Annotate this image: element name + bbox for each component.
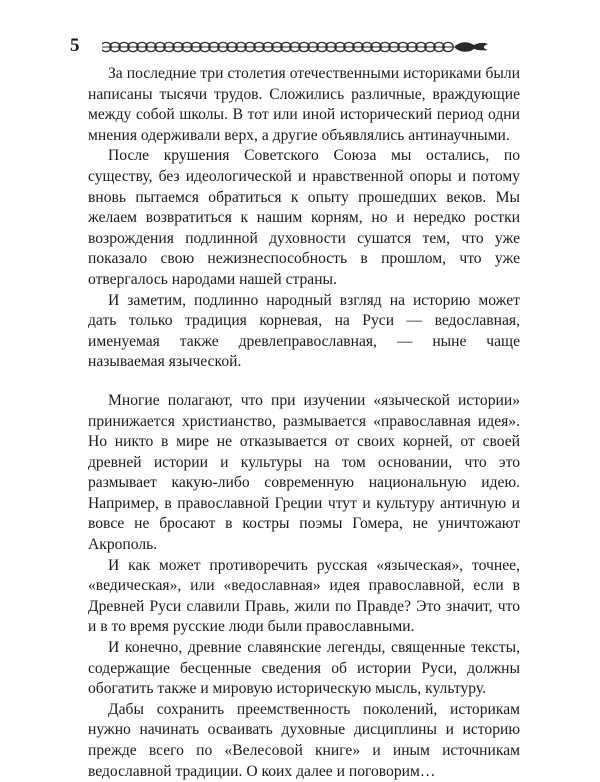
decorative-border-ornament <box>102 39 490 55</box>
page-header <box>70 32 490 62</box>
paragraph: Дабы сохранить преемственность поколений, историкам нужно начинать осваивать духовные дисциплины и историю прежде всего по «Велесовой книге» и иным источникам ведославной традиции. О коих далее и поговорим… <box>88 700 520 780</box>
paragraph: И как может противоречить русская «языческая», точнее, «ведическая», или «ведославная» идея православной, если в Древней Руси славили Правь, жили по Правде? Это значит, что и в то время русские люди были православными. <box>88 556 520 636</box>
page-number: 5 <box>70 35 80 56</box>
paragraph: И заметим, подлинно народный взгляд на историю может дать только традиция корневая, на Руси — ведославная, именуемая также древлеправославная, — ныне чаще называемая языческой. <box>88 291 520 371</box>
text-section-1 <box>88 64 520 373</box>
ornament-end-flourish <box>454 42 488 52</box>
page-body <box>88 64 520 782</box>
text-section-2 <box>88 391 520 782</box>
paragraph: Многие полагают, что при изучении «языческой истории» принижается христианство, размывается «православная идея». Но никто в мире не отказывается от своих корней, от своей древней истории и культуры на том основании, что это размывает какую-либо современную национальную идею. Например, в православной Греции чтут и культуру античную и вовсе не бросают в костры поэмы Гомера, не уничтожают Акрополь. <box>88 391 520 554</box>
section-break <box>88 373 520 391</box>
paragraph: За последние три столетия отечественными историками были написаны тысячи трудов. Сложились различные, враждующие между собой школы. В тот или иной исторический период одни мнения одерживали верх, а другие объявлялись антинаучными. <box>88 65 520 144</box>
paragraph: И конечно, древние славянские легенды, священные тексты, содержащие бесценные сведения об истории Руси, должны обогатить также и мировую историческую мысль, культуру. <box>88 639 520 698</box>
paragraph: После крушения Советского Союза мы остались, по существу, без идеологической и нравственной опоры и потому вновь пытаемся обратиться к опыту прошедших веков. Мы желаем возвратиться к нашим корням, но и нередко ростки возрождения подлинной духовности сушатся тем, что уже показало свою нежизнеспособность в прошлом, что уже отвергалось народами нашей страны. <box>88 147 520 288</box>
